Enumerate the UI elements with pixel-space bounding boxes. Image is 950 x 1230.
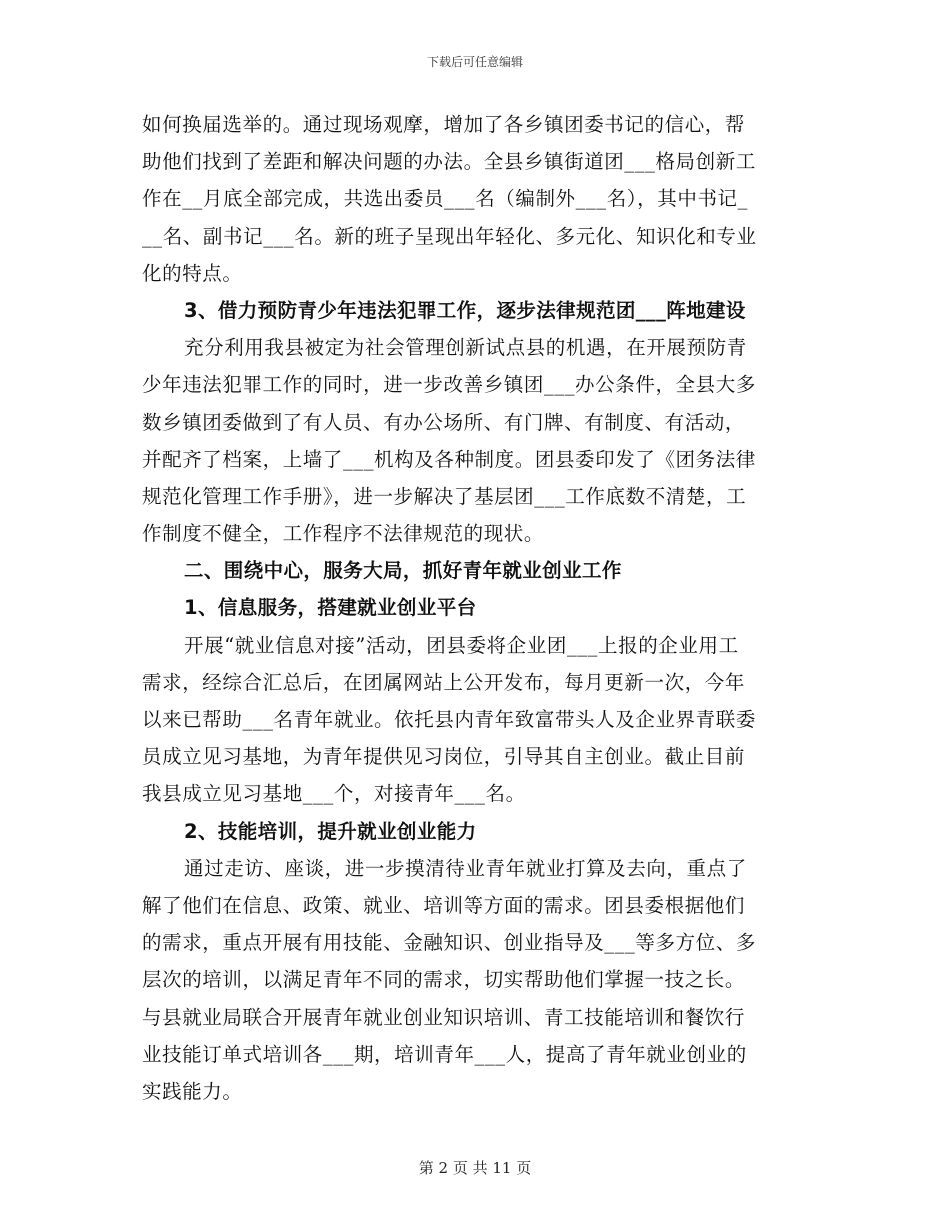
section-heading: 二、围绕中心，服务大局，抓好青年就业创业工作	[184, 559, 622, 583]
body-line: 少年违法犯罪工作的同时，进一步改善乡镇团___办公条件，全县大多	[142, 373, 756, 397]
body-line: 层次的培训，以满足青年不同的需求，切实帮助他们掌握一技之长。	[142, 968, 746, 992]
page-number: 第 2 页 共 11 页	[418, 1159, 532, 1177]
page-header: 下载后可任意编辑	[426, 55, 523, 69]
body-line: 以来已帮助___名青年就业。依托县内青年致富带头人及企业界青联委	[142, 708, 756, 731]
body-line: 的需求，重点开展有用技能、金融知识、创业指导及___等多方位、多	[142, 931, 756, 955]
body-line: 作制度不健全，工作程序不法律规范的现状。	[142, 522, 545, 546]
body-line: 解了他们在信息、政策、就业、培训等方面的需求。团县委根据他们	[142, 893, 746, 917]
body-line: 实践能力。	[142, 1079, 243, 1103]
body-line: 并配齐了档案，上墙了___机构及各种制度。团县委印发了《团务法律	[142, 447, 756, 471]
subsection-heading: 2、技能培训，提升就业创业能力	[184, 819, 477, 843]
body-line: 作在__月底全部完成，共选出委员___名（编制外___名），其中书记_	[142, 187, 748, 211]
paragraph-first-line: 通过走访、座谈，进一步摸清待业青年就业打算及去向，重点了	[184, 856, 747, 880]
body-line: 与县就业局联合开展青年就业创业知识培训、青工技能培训和餐饮行	[142, 1005, 746, 1029]
body-line: 化的特点。	[142, 261, 243, 285]
paragraph-first-line: 开展“就业信息对接”活动，团县委将企业团___上报的企业用工	[184, 633, 739, 657]
section-heading: 3、借力预防青少年违法犯罪工作，逐步法律规范团___阵地建设	[184, 298, 746, 322]
paragraph-first-line: 充分利用我县被定为社会管理创新试点县的机遇，在开展预防青	[184, 336, 747, 360]
body-line: __名、副书记___名。新的班子呈现出年轻化、多元化、知识化和专业	[142, 224, 757, 248]
body-line: 业技能订单式培训各___期，培训青年___人，提高了青年就业创业的	[142, 1042, 747, 1066]
body-line: 需求，经综合汇总后，在团属网站上公开发布，每月更新一次，今年	[142, 670, 746, 694]
body-line: 如何换届选举的。通过现场观摩，增加了各乡镇团委书记的信心，帮	[142, 113, 746, 136]
document-body	[142, 106, 807, 1110]
body-line: 员成立见习基地，为青年提供见习岗位，引导其自主创业。截止目前	[142, 745, 746, 769]
body-line: 规范化管理工作手册》，进一步解决了基层团___工作底数不清楚，工	[142, 484, 747, 508]
body-line: 助他们找到了差距和解决问题的办法。全县乡镇街道团___格局创新工	[142, 150, 756, 174]
body-line: 我县成立见习基地___个，对接青年___名。	[142, 782, 526, 806]
body-line: 数乡镇团委做到了有人员、有办公场所、有门牌、有制度、有活动，	[142, 410, 746, 434]
subsection-heading: 1、信息服务，搭建就业创业平台	[184, 596, 477, 620]
